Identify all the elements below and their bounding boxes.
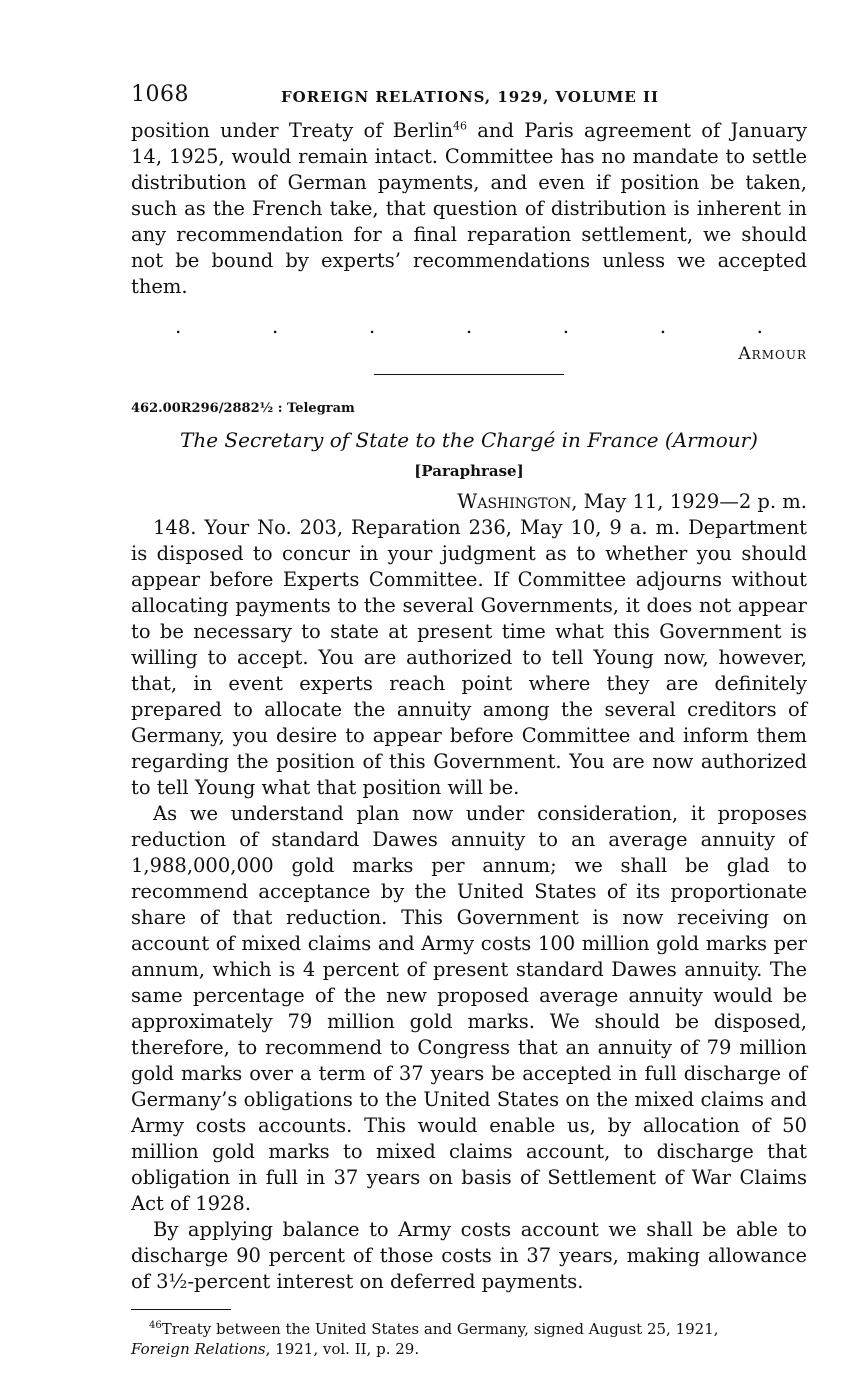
- ellipsis-dot: .: [368, 314, 376, 338]
- footnote-divider: [131, 1309, 231, 1310]
- footnote-number: 46: [149, 1320, 162, 1331]
- ellipsis-dots: [131, 314, 807, 338]
- footnote-text: Treaty between the United States and Germany, signed August 25, 1921,: [161, 1320, 719, 1338]
- footnote-source-title: Foreign Relations: [131, 1340, 266, 1358]
- ellipsis-dot: .: [271, 314, 279, 338]
- file-reference: 462.00R296/2882½ : Telegram: [131, 401, 355, 416]
- footnote-reference: 46: [453, 119, 468, 133]
- body-paragraph: By applying balance to Army costs account we shall be able to discharge 90 percent of those costs in 37 years, making allowance of 3½-percent interest on deferred payments.: [131, 1218, 807, 1293]
- document-title: The Secretary of State to the Chargé in France (Armour): [180, 428, 758, 452]
- page-number: 1068: [131, 82, 189, 107]
- footnote-line: [131, 1316, 807, 1339]
- section-divider: [374, 374, 564, 375]
- volume-title: FOREIGN RELATIONS, 1929, VOLUME II: [281, 88, 660, 106]
- ellipsis-dot: .: [175, 314, 182, 338]
- running-head: [131, 82, 807, 118]
- paragraph-text: and Paris agreement of January 14, 1925, would remain intact. Committee has no mandate to settle distribution of German payments, and even if position be taken, such as the French take, that question of distribution is inherent in any recommendation for a final reparation settlement, we should not be bound by experts’ recommendations unless we accepted them.: [131, 119, 808, 298]
- ellipsis-dot: .: [465, 314, 473, 338]
- dateline-place: Washington: [457, 490, 572, 513]
- dateline-date: , May 11, 1929—2 p. m.: [571, 490, 807, 513]
- ellipsis-dot: .: [562, 314, 570, 338]
- document-subtitle: [Paraphrase]: [414, 462, 524, 480]
- footnote: [131, 1316, 807, 1359]
- paragraph-text: position under Treaty of Berlin: [131, 119, 454, 142]
- body-paragraph: As we understand plan now under consideration, it proposes reduction of standard Dawes annuity to an average annuity of 1,988,000,000 gold marks per annum; we shall be glad to recommend acceptance by the United States of its proportionate share of that reduction. This Government is now receiving on account of mixed claims and Army costs 100 million gold marks per annum, which is 4 percent of present standard Dawes annuity. The same percentage of the new proposed average annuity would be approximately 79 million gold marks. We should be disposed, therefore, to recommend to Congress that an annuity of 79 million gold marks over a term of 37 years be accepted in full discharge of Germany’s obligations to the United States on the mixed claims and Army costs accounts. This would enable us, by allocation of 50 million gold marks to mixed claims account, to discharge that obligation in full in 37 years on basis of Settlement of War Claims Act of 1928.: [131, 802, 807, 1215]
- body-paragraph: 148. Your No. 203, Reparation 236, May 10, 9 a. m. Department is disposed to concur in your judgment as to whether you should appear before Experts Committee. If Committee adjourns without allocating payments to the several Governments, it does not appear to be necessary to state at present time what this Government is willing to accept. You are authorized to tell Young now, however, that, in event experts reach point where they are definitely prepared to allocate the annuity among the several creditors of Germany, you desire to appear before Committee and inform them regarding the position of this Government. You are now authorized to tell Young what that position will be.: [131, 516, 807, 799]
- document-page: [131, 82, 807, 1359]
- footnote-source: [131, 1339, 807, 1359]
- footnote-source-rest: , 1921, vol. II, p. 29.: [265, 1340, 420, 1358]
- dateline: [131, 489, 807, 515]
- previous-document-paragraph: [131, 118, 807, 300]
- signature: Armour: [738, 344, 807, 364]
- ellipsis-dot: .: [659, 314, 667, 338]
- ellipsis-dot: .: [756, 314, 763, 338]
